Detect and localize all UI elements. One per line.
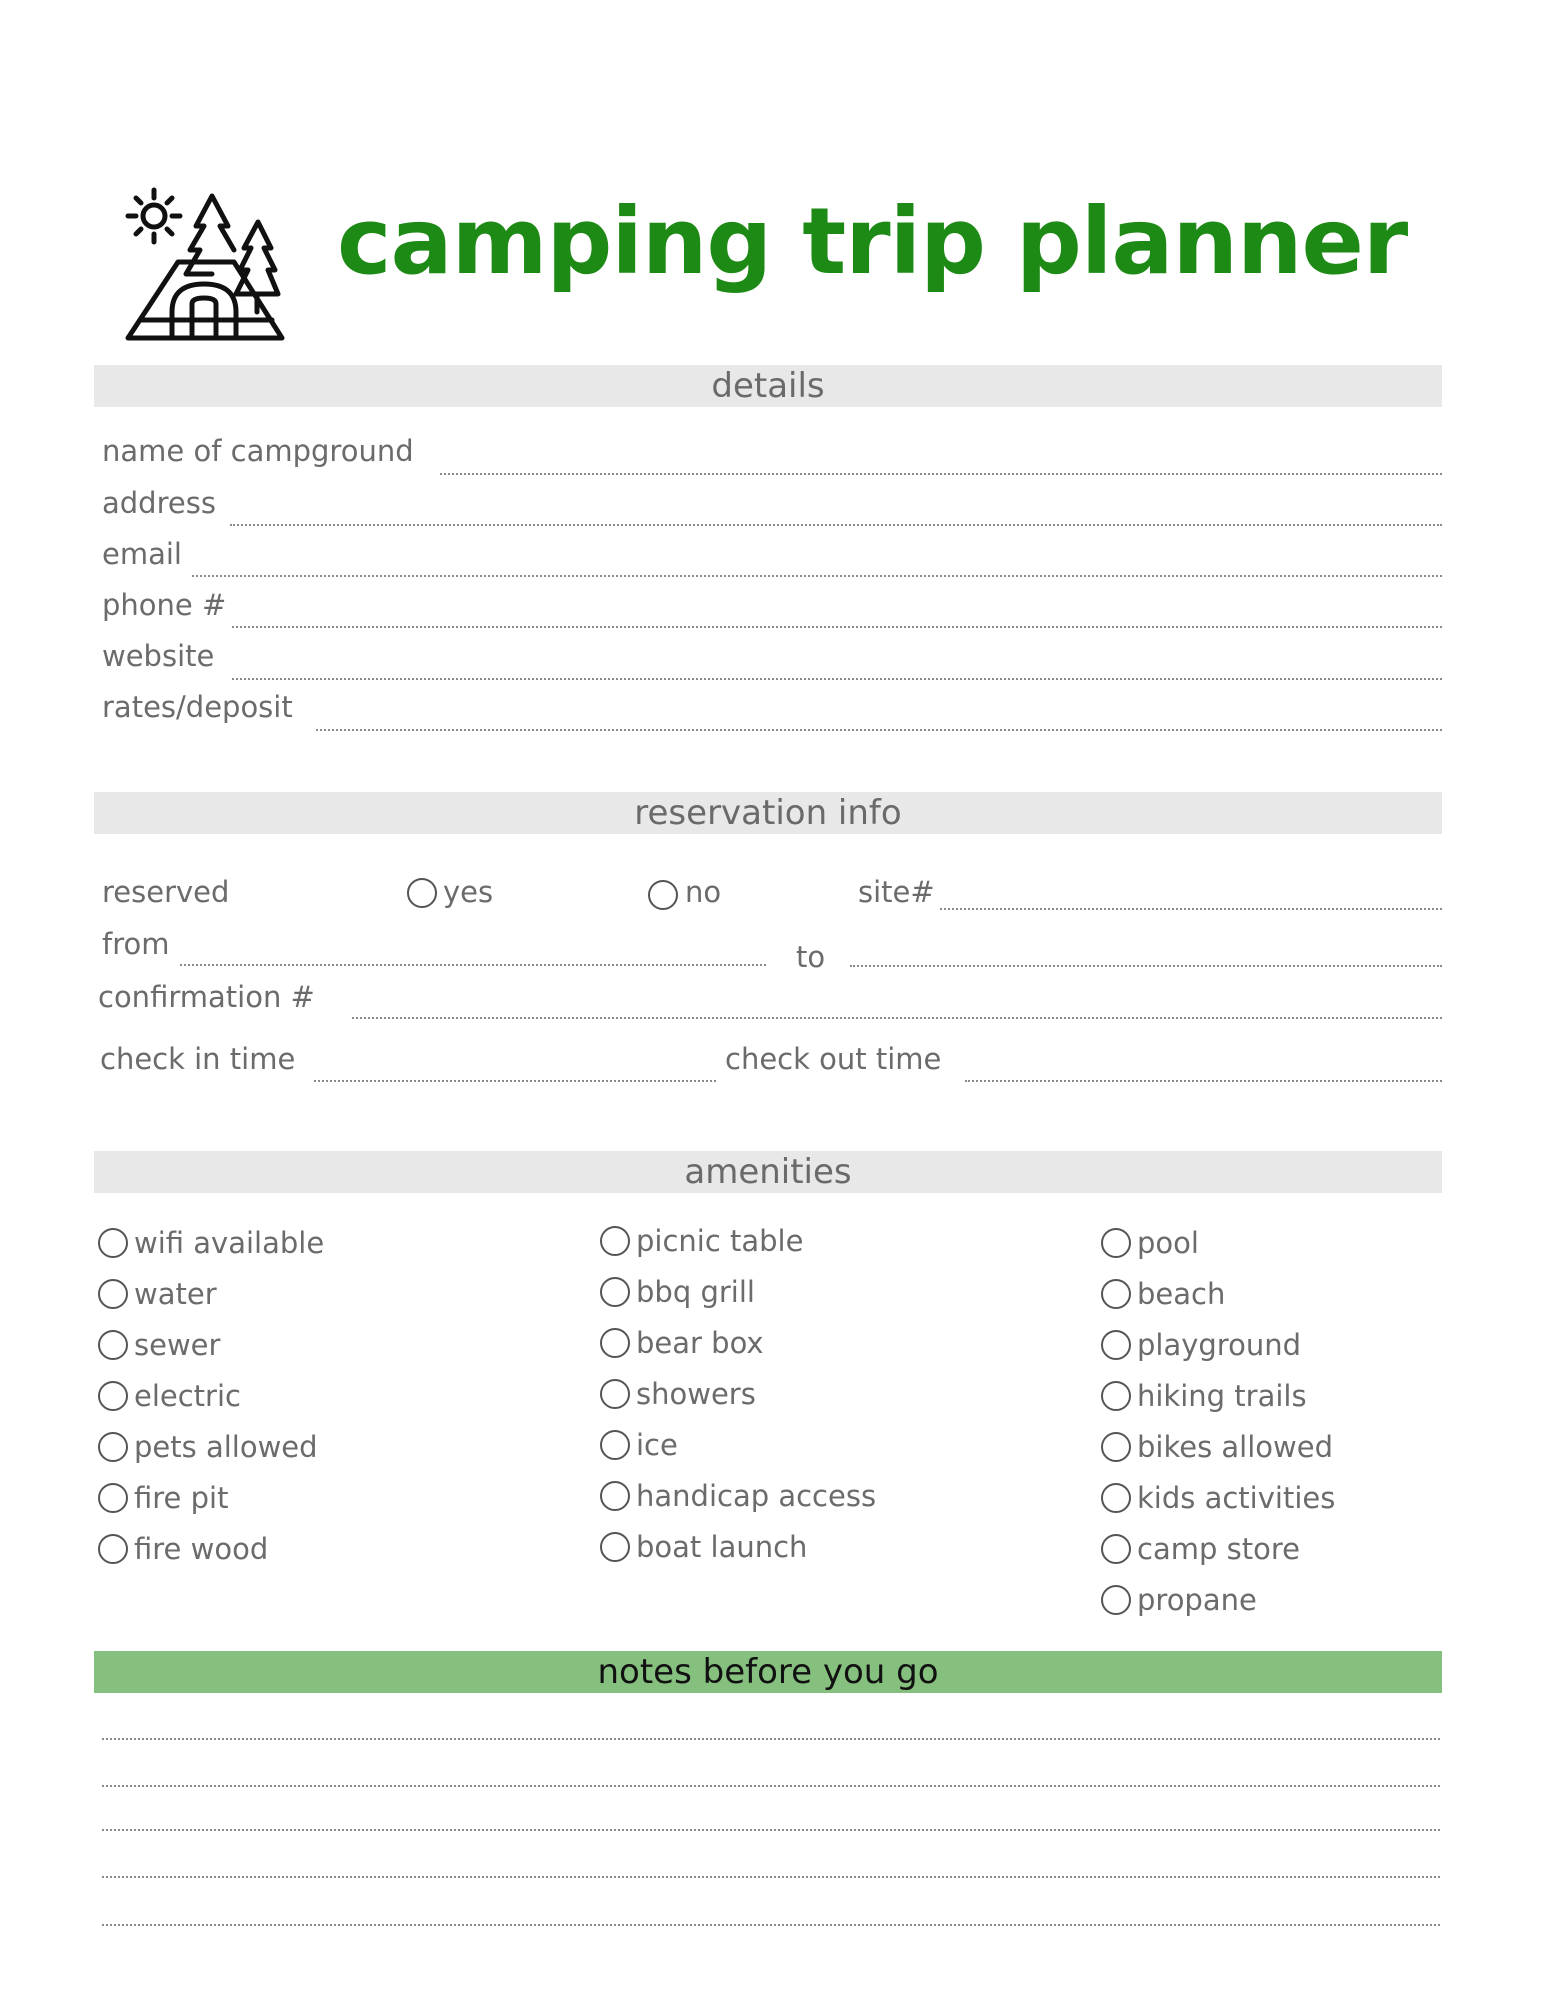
amenity-item[interactable] <box>1101 1582 1257 1617</box>
site-number-label: site# <box>858 875 935 909</box>
amenity-item[interactable] <box>98 1276 217 1311</box>
amenity-item[interactable] <box>600 1325 764 1360</box>
amenity-item[interactable] <box>1101 1378 1307 1413</box>
campground-name-label: name of campground <box>102 434 414 468</box>
amenity-item[interactable] <box>98 1327 221 1362</box>
amenity-label: kids activities <box>1137 1480 1336 1515</box>
amenity-checkbox[interactable] <box>600 1430 630 1460</box>
amenity-checkbox[interactable] <box>600 1532 630 1562</box>
rates-deposit-label: rates/deposit <box>102 690 293 724</box>
amenity-item[interactable] <box>600 1529 808 1564</box>
confirmation-field[interactable] <box>352 1017 1442 1019</box>
amenity-checkbox[interactable] <box>1101 1432 1131 1462</box>
amenity-label: showers <box>636 1376 756 1411</box>
amenity-checkbox[interactable] <box>1101 1381 1131 1411</box>
section-notes-header: notes before you go <box>94 1651 1442 1693</box>
amenity-label: fire pit <box>134 1480 229 1515</box>
amenity-label: wifi available <box>134 1225 325 1260</box>
amenity-item[interactable] <box>600 1427 678 1462</box>
amenity-checkbox[interactable] <box>98 1330 128 1360</box>
reserved-yes-radio[interactable] <box>407 878 437 908</box>
reserved-yes-label: yes <box>443 875 494 909</box>
reserved-no-radio[interactable] <box>648 880 678 910</box>
amenity-label: boat launch <box>636 1529 808 1564</box>
section-details-header: details <box>94 365 1442 407</box>
amenity-label: water <box>134 1276 217 1311</box>
amenity-checkbox[interactable] <box>600 1328 630 1358</box>
sun-icon <box>128 190 180 242</box>
amenity-label: playground <box>1137 1327 1302 1362</box>
amenity-label: propane <box>1137 1582 1257 1617</box>
amenity-checkbox[interactable] <box>1101 1279 1131 1309</box>
notes-line[interactable] <box>102 1924 1440 1926</box>
phone-field[interactable] <box>232 626 1442 628</box>
amenity-label: ice <box>636 1427 678 1462</box>
amenity-item[interactable] <box>1101 1225 1199 1260</box>
amenity-checkbox[interactable] <box>600 1379 630 1409</box>
amenity-item[interactable] <box>1101 1327 1302 1362</box>
amenity-item[interactable] <box>1101 1429 1333 1464</box>
amenity-item[interactable] <box>600 1478 877 1513</box>
amenity-item[interactable] <box>600 1376 756 1411</box>
to-date-field[interactable] <box>850 965 1442 967</box>
amenity-checkbox[interactable] <box>1101 1330 1131 1360</box>
amenity-checkbox[interactable] <box>98 1228 128 1258</box>
campsite-logo-icon <box>122 180 292 350</box>
amenity-label: camp store <box>1137 1531 1300 1566</box>
amenity-label: bear box <box>636 1325 764 1360</box>
amenity-item[interactable] <box>98 1378 241 1413</box>
notes-line[interactable] <box>102 1785 1440 1787</box>
rates-deposit-field[interactable] <box>316 729 1442 731</box>
amenity-checkbox[interactable] <box>600 1226 630 1256</box>
amenity-label: bbq grill <box>636 1274 755 1309</box>
amenity-label: picnic table <box>636 1223 804 1258</box>
amenity-label: fire wood <box>134 1531 269 1566</box>
reserved-label: reserved <box>102 875 230 909</box>
amenity-label: hiking trails <box>1137 1378 1307 1413</box>
amenity-item[interactable] <box>98 1531 269 1566</box>
amenity-label: pool <box>1137 1225 1199 1260</box>
address-label: address <box>102 486 216 520</box>
check-in-field[interactable] <box>314 1080 716 1082</box>
amenity-checkbox[interactable] <box>98 1432 128 1462</box>
amenity-label: pets allowed <box>134 1429 318 1464</box>
notes-line[interactable] <box>102 1829 1440 1831</box>
reserved-no-label: no <box>685 875 722 909</box>
amenity-item[interactable] <box>1101 1531 1300 1566</box>
amenity-checkbox[interactable] <box>98 1279 128 1309</box>
amenity-checkbox[interactable] <box>1101 1228 1131 1258</box>
amenity-checkbox[interactable] <box>600 1277 630 1307</box>
site-number-field[interactable] <box>940 908 1442 910</box>
from-date-field[interactable] <box>180 964 766 966</box>
amenity-label: beach <box>1137 1276 1226 1311</box>
section-amenities-header: amenities <box>94 1151 1442 1193</box>
from-label: from <box>102 927 170 961</box>
amenity-label: electric <box>134 1378 241 1413</box>
amenity-checkbox[interactable] <box>1101 1483 1131 1513</box>
amenity-item[interactable] <box>600 1223 804 1258</box>
amenity-checkbox[interactable] <box>1101 1534 1131 1564</box>
website-field[interactable] <box>232 678 1442 680</box>
amenity-label: sewer <box>134 1327 221 1362</box>
amenity-checkbox[interactable] <box>98 1483 128 1513</box>
amenity-item[interactable] <box>98 1225 325 1260</box>
amenity-label: bikes allowed <box>1137 1429 1333 1464</box>
confirmation-label: confirmation # <box>98 980 315 1014</box>
email-label: email <box>102 537 182 571</box>
notes-line[interactable] <box>102 1738 1440 1740</box>
amenity-item[interactable] <box>98 1480 229 1515</box>
notes-line[interactable] <box>102 1876 1440 1878</box>
section-reservation-header: reservation info <box>94 792 1442 834</box>
amenity-item[interactable] <box>98 1429 318 1464</box>
email-field[interactable] <box>192 575 1442 577</box>
amenity-checkbox[interactable] <box>98 1381 128 1411</box>
amenity-checkbox[interactable] <box>98 1534 128 1564</box>
address-field[interactable] <box>230 524 1442 526</box>
page-title: camping trip planner <box>337 188 1408 295</box>
check-in-label: check in time <box>100 1042 296 1076</box>
check-out-field[interactable] <box>965 1080 1442 1082</box>
amenity-item[interactable] <box>600 1274 755 1309</box>
amenity-item[interactable] <box>1101 1480 1336 1515</box>
amenity-checkbox[interactable] <box>1101 1585 1131 1615</box>
amenity-checkbox[interactable] <box>600 1481 630 1511</box>
website-label: website <box>102 639 215 673</box>
phone-label: phone # <box>102 588 227 622</box>
amenity-label: handicap access <box>636 1478 877 1513</box>
check-out-label: check out time <box>725 1042 942 1076</box>
amenity-item[interactable] <box>1101 1276 1226 1311</box>
campground-name-field[interactable] <box>440 473 1442 475</box>
to-label: to <box>796 940 826 974</box>
